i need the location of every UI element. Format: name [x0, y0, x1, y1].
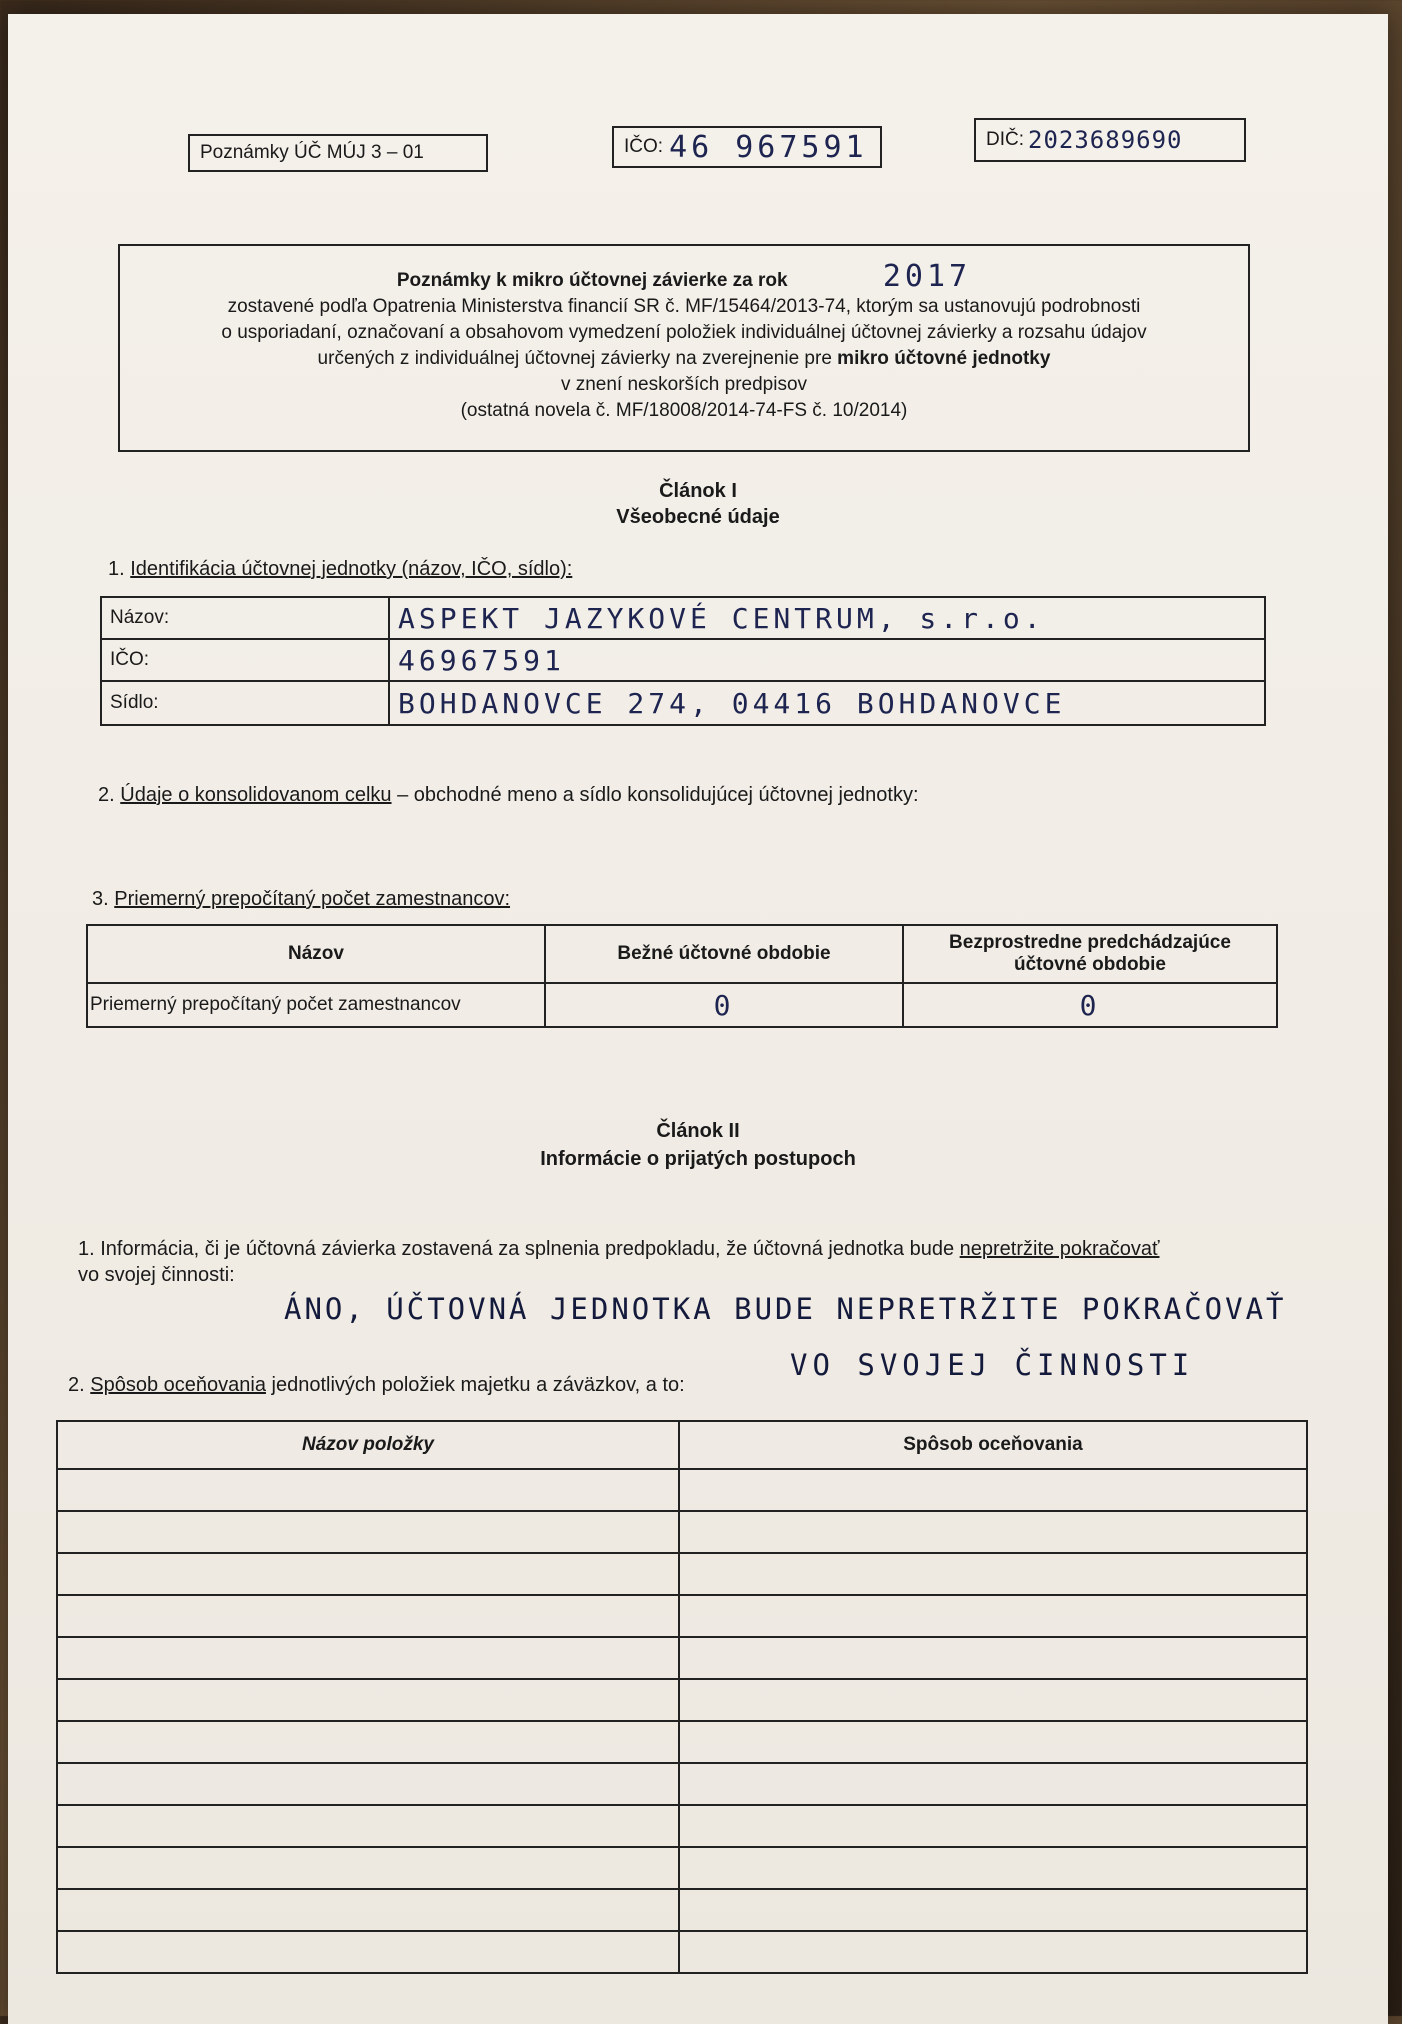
document-page: [8, 14, 1388, 2024]
section2-label: Údaje o konsolidovanom celku: [120, 784, 392, 806]
table-row: [57, 1763, 1307, 1805]
table-row: [57, 1805, 1307, 1847]
method-cell: [679, 1637, 1307, 1679]
table-row: [57, 1721, 1307, 1763]
title-line3: o usporiadaní, označovaní a obsahovom vymedzení položiek individuálnej účtovnej závierky a rozsahu údajov: [221, 322, 1147, 343]
row-label-name: Názov:: [101, 597, 389, 639]
method-cell: [679, 1553, 1307, 1595]
item-cell: [57, 1931, 679, 1973]
title-line2: zostavené podľa Opatrenia Ministerstva financií SR č. MF/15464/2013-74, ktorým sa ustanovujú podrobnosti: [227, 296, 1141, 317]
article1-subheading: Všeobecné údaje: [616, 506, 780, 528]
row-label-seat: Sídlo:: [101, 681, 389, 725]
table-header-row: [57, 1421, 1307, 1469]
table-row: [87, 983, 1277, 1027]
employees-table: [86, 924, 1278, 1028]
table-row: [101, 597, 1265, 639]
employees-current: 0: [545, 983, 903, 1027]
article2-heading: Článok II: [656, 1120, 740, 1142]
dic-label: DIČ:: [986, 129, 1024, 150]
article2-subheading: Informácie o prijatých postupoch: [540, 1148, 856, 1170]
article2-section2: 2. Spôsob oceňovania jednotlivých položiek majetku a záväzkov, a to:: [68, 1374, 685, 1396]
valuation-table: [56, 1420, 1308, 1974]
title-line1: Poznámky k mikro účtovnej závierke za rok: [396, 270, 788, 291]
method-cell: [679, 1847, 1307, 1889]
method-cell: [679, 1721, 1307, 1763]
article1-heading: Článok I: [659, 480, 737, 502]
table-row: [57, 1511, 1307, 1553]
a2s1-text-a: 1. Informácia, či je účtovná závierka zostavená za splnenia predpokladu, že účtovná jednotka bude: [78, 1238, 960, 1260]
title-box: [118, 244, 1250, 452]
table-row: [57, 1847, 1307, 1889]
section1-label: Identifikácia účtovnej jednotky (názov, IČO, sídlo):: [130, 558, 573, 580]
section3-heading: 3. Priemerný prepočítaný počet zamestnancov:: [92, 888, 511, 910]
method-cell: [679, 1931, 1307, 1973]
row-label-ico: IČO:: [101, 639, 389, 681]
employees-row-label: Priemerný prepočítaný počet zamestnancov: [87, 983, 545, 1027]
table-row: [57, 1469, 1307, 1511]
section2-heading: 2. Údaje o konsolidovanom celku – obchodné meno a sídlo konsolidujúcej účtovnej jednotky:: [98, 784, 919, 806]
item-cell: [57, 1889, 679, 1931]
method-cell: [679, 1805, 1307, 1847]
item-cell: [57, 1847, 679, 1889]
going-concern-answer-line2: VO SVOJEJ ČINNOSTI: [790, 1348, 1195, 1382]
section1-heading: 1. Identifikácia účtovnej jednotky (názov, IČO, sídlo):: [108, 558, 573, 580]
ico-box: [612, 126, 882, 168]
item-cell: [57, 1469, 679, 1511]
table-row: [57, 1679, 1307, 1721]
section3-label: Priemerný prepočítaný počet zamestnancov:: [114, 888, 511, 910]
table-row: [57, 1553, 1307, 1595]
going-concern-answer-line1: ÁNO, ÚČTOVNÁ JEDNOTKA BUDE NEPRETRŽITE POKRAČOVAŤ: [284, 1292, 1287, 1326]
ico-value: 46 967591: [669, 129, 868, 165]
title-line5: v znení neskorších predpisov: [560, 374, 808, 395]
method-cell: [679, 1763, 1307, 1805]
a2s2-label-b: jednotlivých položiek majetku a záväzkov, a to:: [265, 1374, 685, 1396]
item-cell: [57, 1511, 679, 1553]
table-row: [57, 1595, 1307, 1637]
table-row: [101, 639, 1265, 681]
a2s1-text-c: vo svojej činnosti:: [78, 1264, 235, 1286]
item-cell: [57, 1721, 679, 1763]
col-item-header: Názov položky: [57, 1421, 679, 1469]
title-line6: (ostatná novela č. MF/18008/2014-74-FS č. 10/2014): [460, 400, 908, 421]
table-header-row: [87, 925, 1277, 983]
item-cell: [57, 1763, 679, 1805]
title-line4a: určených z individuálnej účtovnej závierky na zverejnenie pre: [317, 348, 838, 369]
item-cell: [57, 1805, 679, 1847]
item-cell: [57, 1553, 679, 1595]
method-cell: [679, 1511, 1307, 1553]
method-cell: [679, 1889, 1307, 1931]
a2s2-label-a: Spôsob oceňovania: [90, 1374, 266, 1396]
table-row: [57, 1931, 1307, 1973]
form-code-box: [188, 134, 488, 172]
form-code: Poznámky ÚČ MÚJ 3 – 01: [200, 142, 424, 163]
title-line4b: mikro účtovné jednotky: [837, 348, 1051, 369]
employees-previous: 0: [903, 983, 1277, 1027]
company-name: ASPEKT JAZYKOVÉ CENTRUM, s.r.o.: [389, 597, 1265, 639]
method-cell: [679, 1679, 1307, 1721]
identification-table: [100, 596, 1266, 726]
method-cell: [679, 1595, 1307, 1637]
item-cell: [57, 1637, 679, 1679]
col-method-header: Spôsob oceňovania: [679, 1421, 1307, 1469]
ico-label: IČO:: [624, 136, 664, 157]
col-name-header: Názov: [87, 925, 545, 983]
company-seat: BOHDANOVCE 274, 04416 BOHDANOVCE: [389, 681, 1265, 725]
table-row: [101, 681, 1265, 725]
title-year: 2017: [882, 259, 972, 294]
table-row: [57, 1637, 1307, 1679]
col-current-header: Bežné účtovné obdobie: [545, 925, 903, 983]
dic-value: 2023689690: [1028, 126, 1183, 154]
a2s1-text-b: nepretržite pokračovať: [959, 1238, 1160, 1260]
section2-rest: – obchodné meno a sídlo konsolidujúcej účtovnej jednotky:: [391, 784, 919, 806]
item-cell: [57, 1595, 679, 1637]
method-cell: [679, 1469, 1307, 1511]
company-ico: 46967591: [389, 639, 1265, 681]
table-row: [57, 1889, 1307, 1931]
col-previous-header: Bezprostredne predchádzajúce účtovné obdobie: [903, 925, 1277, 983]
item-cell: [57, 1679, 679, 1721]
article2-section1: [78, 1236, 1338, 1288]
dic-box: [974, 118, 1246, 162]
